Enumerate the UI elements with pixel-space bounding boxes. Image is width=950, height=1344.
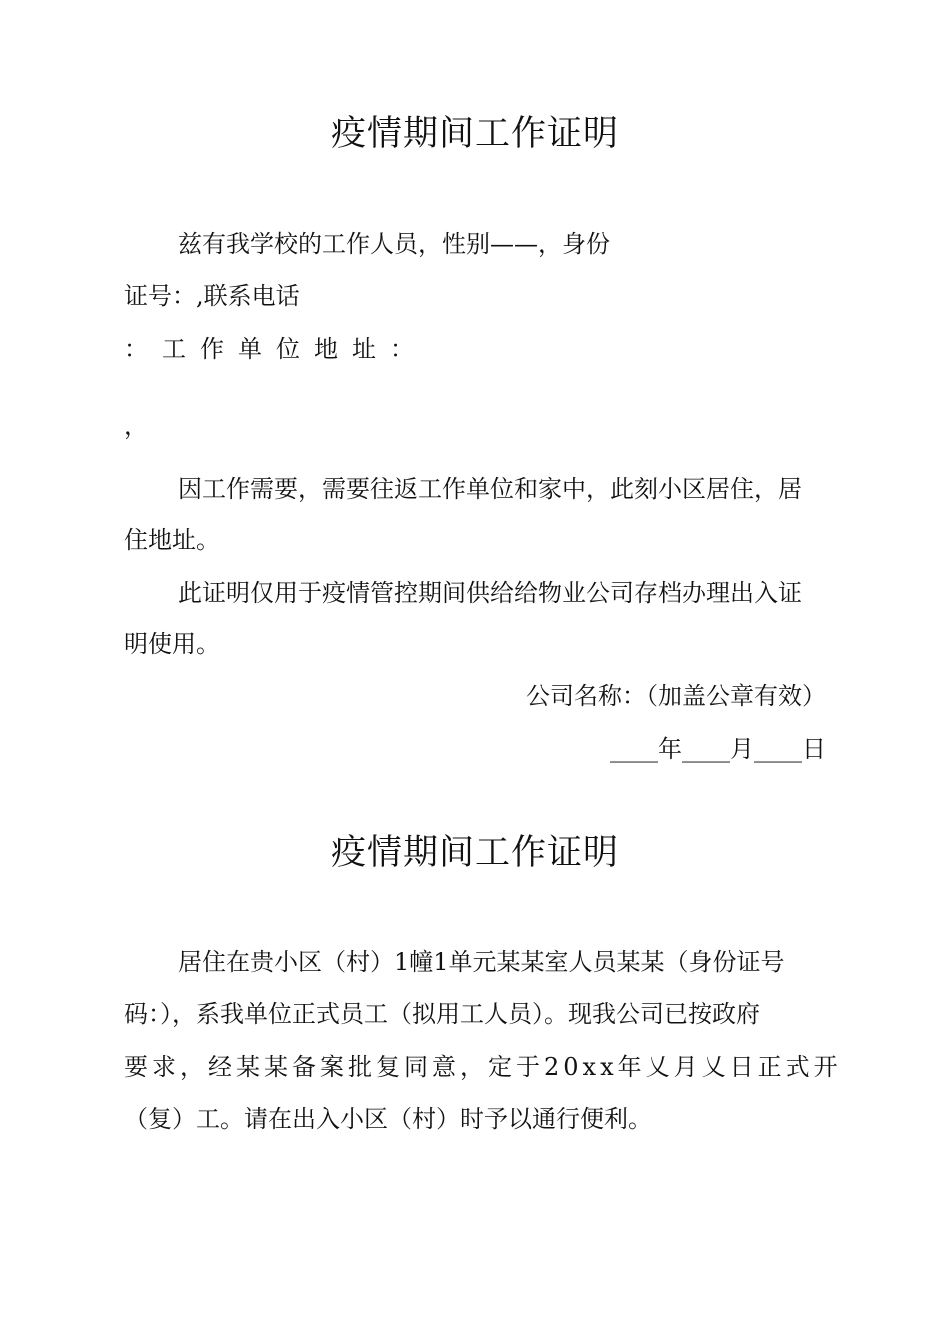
certificate-1-company-name: 公司名称：（加盖公章有效）: [526, 682, 826, 710]
certificate-1-para2-line2: 住地址。: [124, 526, 220, 554]
certificate-1-title: 疫情期间工作证明: [330, 114, 619, 154]
certificate-1-para1-line4: ，: [124, 412, 148, 440]
certificate-1-para1-line3: ：工作单位地址：: [124, 335, 428, 363]
certificate-1-para3-line2: 明使用。: [124, 630, 220, 658]
certificate-2-para1-line4: （复）工。请在出入小区（村）时予以通行便利。: [124, 1105, 652, 1133]
certificate-1-para2-line1: 因工作需要，需要往返工作单位和家中，此刻小区居住，居: [178, 475, 802, 503]
certificate-2-para1-line2: 码：），系我单位正式员工（拟用工人员）。现我公司已按政府: [124, 1000, 760, 1028]
certificate-2-para1-line1: 居住在贵小区（村）1幢1单元某某室人员某某（身份证号: [178, 948, 785, 976]
certificate-1-para1-line1: 兹有我学校的工作人员，性别——，身份: [178, 230, 610, 258]
certificate-1-para1-line2: 证号：,联系电话: [124, 282, 300, 310]
certificate-1-date: ____年____月____日: [610, 735, 826, 763]
certificate-2-title: 疫情期间工作证明: [330, 833, 619, 873]
certificate-1-para3-line1: 此证明仅用于疫情管控期间供给给物业公司存档办理出入证: [178, 579, 802, 607]
certificate-2-para1-line3: 要求，经某某备案批复同意，定于20xx年乂月乂日正式开: [124, 1053, 842, 1081]
